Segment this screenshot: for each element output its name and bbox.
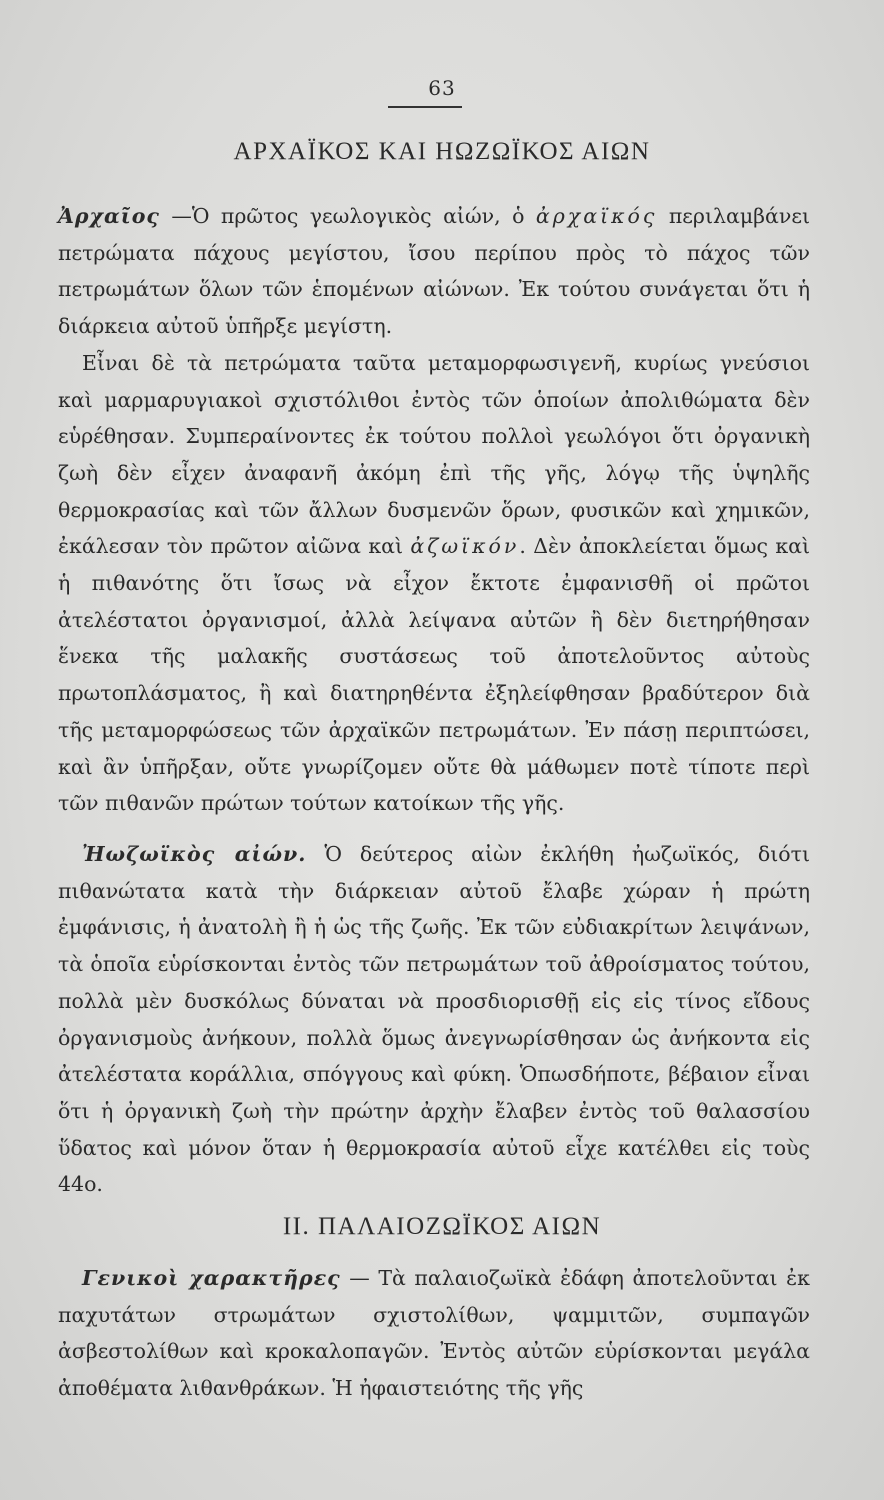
paleozoic-paragraph — [58, 1260, 810, 1407]
archaic-para2-b: . Δὲν ἀποκλείεται ὅμως καὶ ἡ πιθανότης ὅτι ἴσως νὰ εἶχον ἔκτοτε ἐμφανισθῆ οἱ πρῶτοι ἀτελέστατοι ὀργανισμοί, ἀλλὰ λείψανα αὐτῶν ἢ δὲν διετηρήθησαν ἕνεκα τῆς μαλακῆς συστάσεως τοῦ ἀποτελοῦντος αὐτοὺς πρωτοπλάσματος, ἢ καὶ διατηρηθέντα ἐξηλείφθησαν βραδύτερον διὰ τῆς μεταμορφώσεως τῶν ἀρχαϊκῶν πετρωμάτων. Ἐν πάσῃ περιπτώσει, καὶ ἂν ὑπῆρξαν, οὔτε γνωρίζομεν οὔτε θὰ μάθωμεν ποτὲ τίποτε περὶ τῶν πιθανῶν πρώτων τούτων κατοίκων τῆς γῆς. — [58, 534, 811, 816]
archaic-section-text — [58, 198, 810, 822]
paleozoic-section-text — [58, 1260, 810, 1407]
archaic-text-b: περιλαμβάνει πετρώματα πάχους μεγίστου, ἴσου περίπου πρὸς τὸ πάχος τῶν πετρωμάτων ὅλων τῶν ἑπομένων αἰώνων. Ἐκ τούτου συνάγεται ὅτι ἡ διάρκεια αὐτοῦ ὑπῆρξε μεγίστη. — [58, 204, 810, 339]
section-heading-paleozoic: ΙΙ. ΠΑΛΑΙΟΖΩΪΚΟΣ ΑΙΩΝ — [282, 1213, 602, 1240]
section-heading-archaic-eozoic: ΑΡΧΑΪΚΟΣ ΚΑΙ ΗΩΖΩΪΚΟΣ ΑΙΩΝ — [233, 138, 651, 165]
page-number-rule — [388, 106, 462, 108]
archaic-paragraph-1 — [58, 198, 810, 345]
archaic-para2-a: Εἶναι δὲ τὰ πετρώματα ταῦτα μεταμορφωσιγενῆ, κυρίως γνεύσιοι καὶ μαρμαρυγιακοὶ σχιστόλιθοι ἐντὸς τῶν ὁποίων ἀπολιθώματα δὲν εὑρέθησαν. Συμπεραίνοντες ἐκ τούτου πολλοὶ γεωλόγοι ὅτι ὀργανικὴ ζωὴ δὲν εἶχεν ἀναφανῆ ἀκόμη ἐπὶ τῆς γῆς, λόγῳ τῆς ὑψηλῆς θερμοκρασίας καὶ τῶν ἄλλων δυσμενῶν ὅρων, φυσικῶν καὶ χημικῶν, ἐκάλεσαν τὸν πρῶτον αἰῶνα καὶ — [58, 350, 810, 559]
general-characters-text: — Τὰ παλαιοζωϊκὰ ἐδάφη ἀποτελοῦνται ἐκ παχυτάτων στρωμάτων σχιστολίθων, ψαμμιτῶν, συμπαγῶν ἀσβεστολίθων καὶ κροκαλοπαγῶν. Ἐντὸς αὐτῶν εὑρίσκονται μεγάλα ἀποθέματα λιθανθράκων. Ἡ ἠφαιστειότης τῆς γῆς — [58, 1266, 810, 1401]
general-characters-heading: Γενικοὶ χαρακτῆρες — [82, 1266, 341, 1290]
azoic-term: ἀζωϊκόν — [410, 534, 520, 559]
eozoic-paragraph — [58, 836, 810, 1203]
archaic-runin-heading: Ἀρχαῖος — [58, 204, 160, 228]
archaic-text-a: —Ὁ πρῶτος γεωλογικὸς αἰών, ὁ — [159, 204, 536, 228]
eozoic-text: Ὁ δεύτερος αἰὼν ἐκλήθη ἠωζωϊκός, διότι πιθανώτατα κατὰ τὴν διάρκειαν αὐτοῦ ἔλαβε χώραν ἡ πρώτη ἐμφάνισις, ἡ ἀνατολὴ ἢ ἡ ὡς τῆς ζωῆς. Ἐκ τῶν εὐδιακρίτων λειψάνων, τὰ ὁποῖα εὑρίσκονται ἐντὸς τῶν πετρωμάτων τοῦ ἀθροίσματος τούτου, πολλὰ μὲν δυσκόλως δύναται νὰ προσδιορισθῇ εἰς εἰς τίνος εἴδους ὀργανισμοὺς ἀνήκουν, πολλὰ ὅμως ἀνεγνωρίσθησαν ὡς ἀνήκοντα εἰς ἀτελέστατα κοράλλια, σπόγγους καὶ φύκη. Ὁπωσδήποτε, βέβαιον εἶναι ὅτι ἡ ὀργανικὴ ζωὴ τὴν πρώτην ἀρχὴν ἔλαβεν ἐντὸς τοῦ θαλασσίου ὕδατος καὶ μόνον ὅταν ἡ θερμοκρασία αὐτοῦ εἶχε κατέλθει εἰς τοὺς 44ο. — [58, 842, 810, 1197]
archaic-paragraph-2 — [58, 345, 810, 822]
page-number: 63 — [428, 76, 456, 100]
eozoic-runin-heading: Ἠωζωϊκὸς αἰών. — [82, 842, 307, 866]
eozoic-section-text — [58, 836, 810, 1203]
archaic-term: ἀρχαϊκός — [535, 204, 658, 228]
